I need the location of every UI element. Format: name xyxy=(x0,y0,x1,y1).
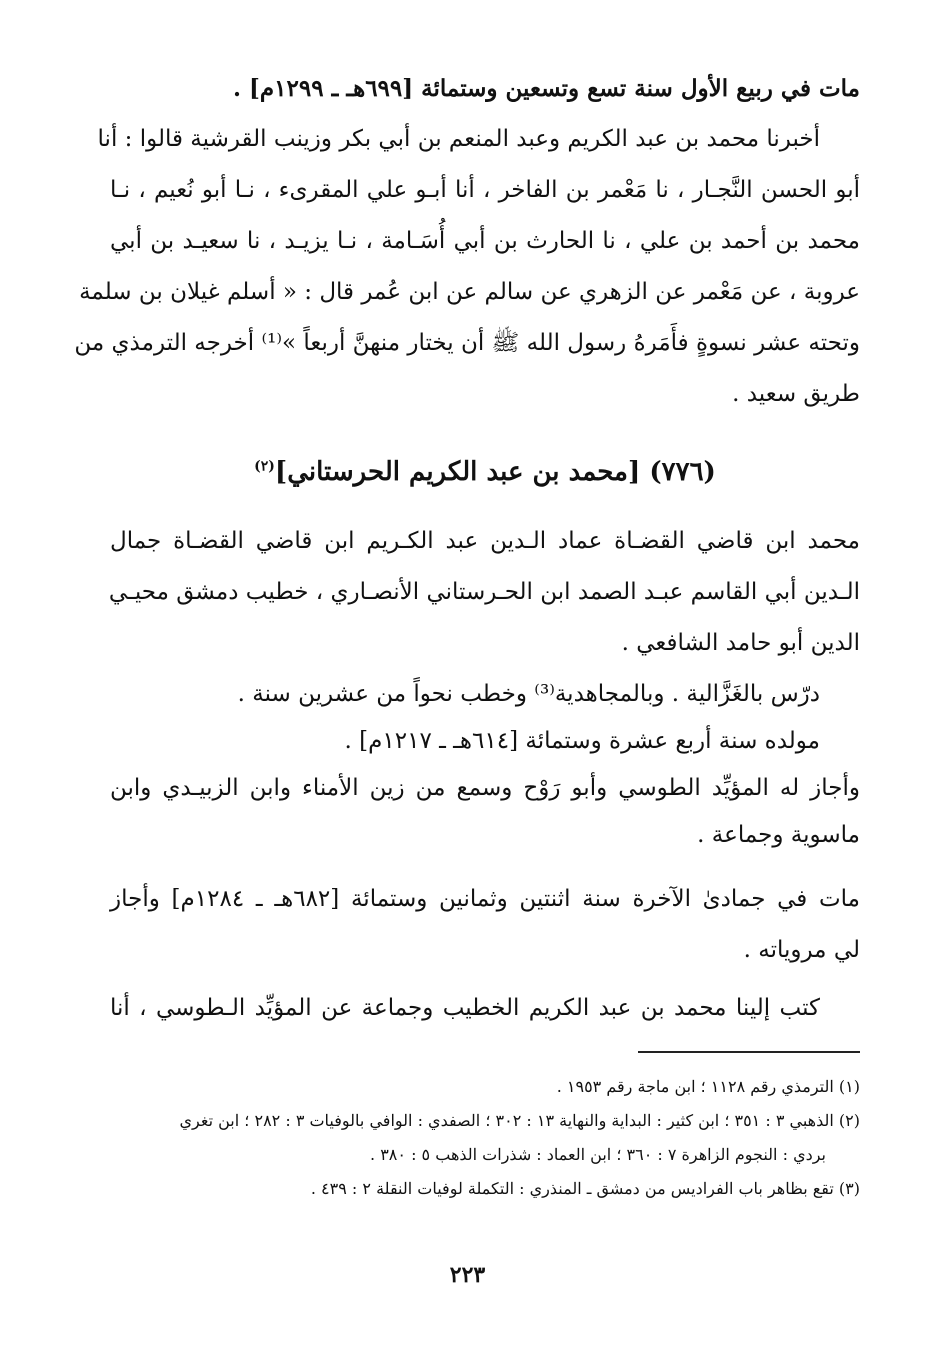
death-line: مات في جمادىٰ الآخرة سنة اثنتين وثمانين وستمائة [٦٨٢هـ ـ ١٢٨٤م] وأجاز xyxy=(110,886,860,912)
birth-line: مولده سنة أربع عشرة وستمائة [٦١٤هـ ـ ١٢١٧م] . xyxy=(344,728,820,754)
biography-line: محمد ابن قاضي القضـاة عماد الـدين عبد الكـريم ابن قاضي القضـاة جمال xyxy=(110,528,860,554)
death-line: لي مروياته . xyxy=(743,937,860,963)
hadith-line: وتحته عشر نسوةٍ فأَمَرهُ رسول الله ﷺ أن يختار منهنَّ أربعاً »⁽¹⁾ أخرجه الترمذي من xyxy=(74,330,860,356)
teaching-line: درّس بالغَزَّالية . وبالمجاهدية⁽³⁾ وخطب نحواً من عشرين سنة . xyxy=(237,681,820,707)
entry-title: (٧٧٦) [محمد بن عبد الكريم الحرستاني] xyxy=(274,457,716,487)
isnad-line: محمد بن أحمد بن علي ، نا الحارث بن أبي أُسَـامة ، نـا يزيـد ، نا سعيـد بن أبي xyxy=(110,228,860,254)
biography-line: الدين أبو حامد الشافعي . xyxy=(621,630,860,656)
entry-776-death xyxy=(110,874,860,976)
isnad-line: أخبرنا محمد بن عبد الكريم وعبد المنعم بن أبي بكر وزينب القرشية قالوا : أنا xyxy=(97,126,820,152)
entry-776-isnad xyxy=(110,983,860,1034)
biography-line: الـدين أبي القاسم عبـد الصمد ابن الحـرستاني الأنصـاري ، خطيب دمشق محيـي xyxy=(108,579,860,605)
page-number: ٢٢٣ xyxy=(449,1262,486,1288)
hadith-line: طريق سعيد . xyxy=(732,381,860,407)
footnote-2-continued: بردي : النجوم الزاهرة ٧ : ٣٦٠ ؛ ابن العماد : شذرات الذهب ٥ : ٣٨٠ . xyxy=(370,1145,826,1164)
death-date-line: مات في ربيع الأول سنة تسع وتسعين وستمائة [٦٩٩هـ ـ ١٢٩٩م] . xyxy=(233,75,860,102)
footnote-1: (١) الترمذي رقم ١١٢٨ ؛ ابن ماجة رقم ١٩٥٣ . xyxy=(556,1077,860,1096)
ijaza-line: وأجاز له المؤيِّد الطوسي وأبو رَوْح وسمع من زين الأمناء وابن الزبيـدي وابن xyxy=(110,775,860,801)
footnote-3: (٣) تقع بظاهر باب الفراديس من دمشق ـ المنذري : التكملة لوفيات النقلة ٢ : ٤٣٩ . xyxy=(310,1179,860,1198)
footnote-separator xyxy=(638,1051,860,1053)
hadith-line: عروبة ، عن مَعْمر عن الزهري عن سالم عن ابن عُمر قال : « أسلم غيلان بن سلمة xyxy=(79,279,860,305)
entry-heading xyxy=(110,447,860,497)
ijaza-line: ماسوية وجماعة . xyxy=(697,822,860,848)
isnad-line: أبو الحسن النَّجـار ، نا مَعْمر بن الفاخر ، أنا أبـو علي المقرىء ، نـا أبو نُعيم ، نـا xyxy=(110,177,860,203)
footnote-2: (٢) الذهبي ٣ : ٣٥١ ؛ ابن كثير : البداية والنهاية ١٣ : ٣٠٢ ؛ الصفدي : الوافي بالوفيات ٣ : ٢٨٢ ؛ ابن تغري xyxy=(179,1111,860,1130)
entry-776-details xyxy=(110,671,860,859)
footnote-ref: (٢) xyxy=(254,458,275,475)
isnad-line: كتب إلينا محمد بن عبد الكريم الخطيب وجماعة عن المؤيِّد الـطوسي ، أنا xyxy=(110,995,820,1021)
entry-775-ending xyxy=(74,63,860,420)
footnotes xyxy=(110,1070,860,1206)
entry-776-intro xyxy=(110,516,860,669)
